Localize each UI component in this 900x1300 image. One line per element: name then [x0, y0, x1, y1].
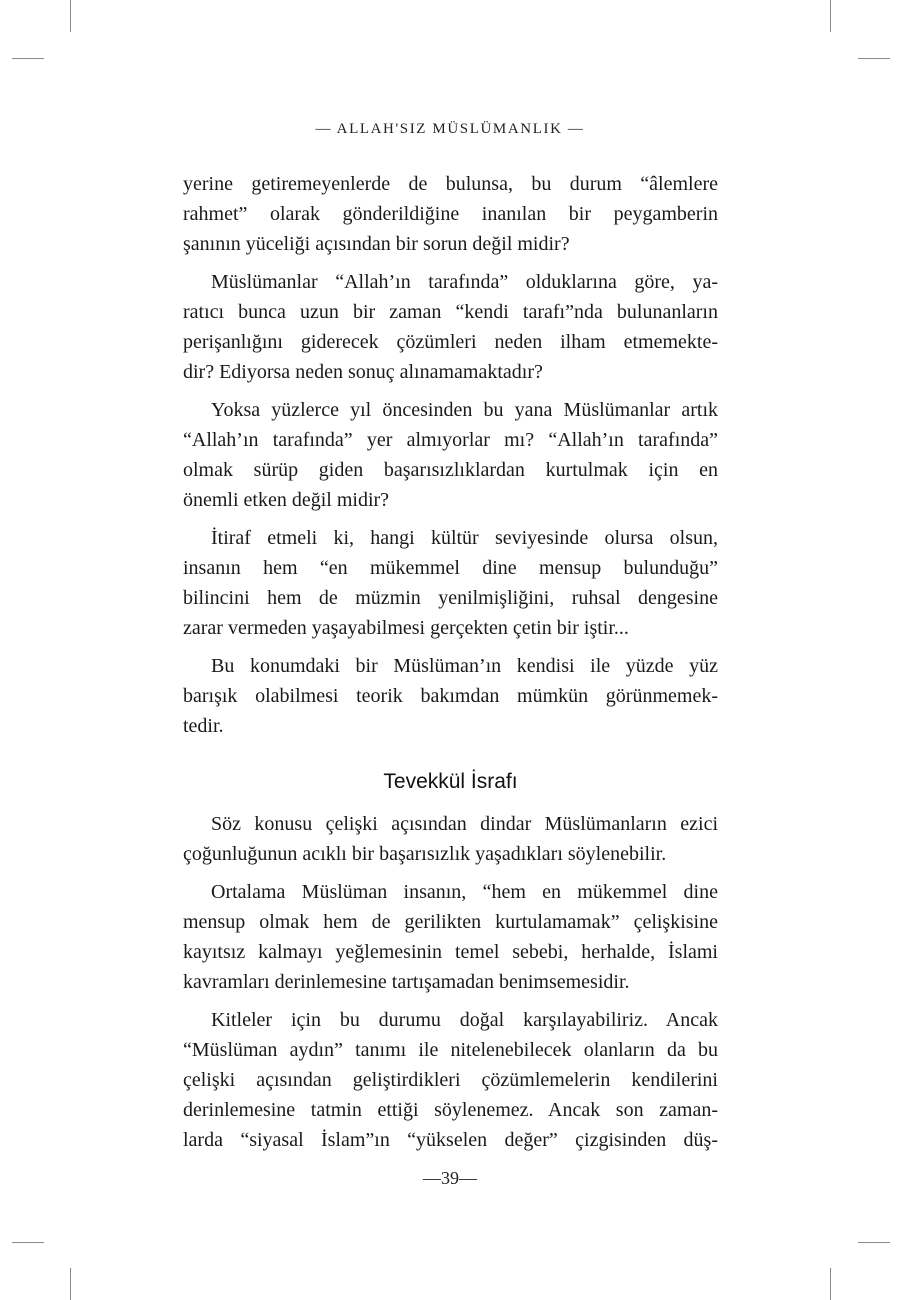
paragraph — [183, 1005, 718, 1155]
text-line: İtiraf etmeli ki, hangi kültür seviyesinde olursa olsun, — [211, 527, 718, 549]
paragraph — [183, 169, 718, 259]
text-line: derinlemesine tatmin ettiği söylenemez. Ancak son zaman- — [183, 1099, 718, 1121]
crop-mark-left-top — [12, 58, 44, 59]
text-line: şanının yüceliği açısından bir sorun değil midir? — [183, 233, 570, 255]
crop-mark-right-top — [858, 58, 890, 59]
text-line: rahmet” olarak gönderildiğine inanılan bir peygamberin — [183, 203, 718, 225]
crop-mark-bottom-right — [830, 1268, 831, 1300]
text-line: çelişki açısından geliştirdikleri çözümlemelerin kendilerini — [183, 1069, 718, 1091]
text-line: Söz konusu çelişki açısından dindar Müslümanların ezici — [211, 813, 718, 835]
paragraph — [183, 651, 718, 741]
text-line: larda “siyasal İslam”ın “yükselen değer” çizgisinden düş- — [183, 1129, 718, 1151]
running-head-dash-left: — — [315, 121, 333, 138]
text-line: Kitleler için bu durumu doğal karşılayabiliriz. Ancak — [211, 1009, 718, 1031]
folio-dash-left: — — [423, 1168, 441, 1188]
text-line: Ortalama Müslüman insanın, “hem en mükemmel dine — [211, 881, 718, 903]
text-line: çoğunluğunun acıklı bir başarısızlık yaşadıkları söylenebilir. — [183, 843, 667, 865]
crop-mark-bottom-left — [70, 1268, 71, 1300]
crop-mark-left-bottom — [12, 1242, 44, 1243]
paragraph — [183, 523, 718, 643]
folio-dash-right: — — [459, 1168, 477, 1188]
text-line: “Müslüman aydın” tanımı ile nitelenebilecek olanların da bu — [183, 1039, 718, 1061]
paragraph — [183, 267, 718, 387]
text-line: mensup olmak hem de gerilikten kurtulamamak” çelişkisine — [183, 911, 718, 933]
paragraph — [183, 395, 718, 515]
text-line: “Allah’ın tarafında” yer almıyorlar mı? “Allah’ın tarafında” — [183, 429, 718, 451]
text-line: tedir. — [183, 715, 224, 737]
section-title: Tevekkül İsrafı — [383, 770, 518, 793]
running-head-dash-right: — — [567, 121, 585, 138]
text-line: ratıcı bunca uzun bir zaman “kendi tarafı”nda bulunanların — [183, 301, 718, 323]
running-head-title: ALLAH'SIZ MÜSLÜMANLIK — [336, 121, 563, 137]
text-line: kavramları derinlemesine tartışamadan benimsemesidir. — [183, 971, 630, 993]
text-line: barışık olabilmesi teorik bakımdan mümkün görünmemek- — [183, 685, 718, 707]
text-line: olmak sürüp giden başarısızlıklardan kurtulmak için en — [183, 459, 718, 481]
crop-mark-top-left — [70, 0, 71, 32]
running-head — [0, 121, 900, 138]
paragraphs-before — [183, 169, 718, 741]
text-line: insanın hem “en mükemmel dine mensup bulunduğu” — [183, 557, 718, 579]
text-line: önemli etken değil midir? — [183, 489, 390, 511]
crop-mark-right-bottom — [858, 1242, 890, 1243]
text-line: bilincini hem de müzmin yenilmişliğini, ruhsal dengesine — [183, 587, 718, 609]
paragraph — [183, 809, 718, 869]
text-line: zarar vermeden yaşayabilmesi gerçekten çetin bir iştir... — [183, 617, 629, 639]
text-line: dir? Ediyorsa neden sonuç alınamamaktadır? — [183, 361, 543, 383]
page-number — [0, 1168, 900, 1189]
paragraphs-after — [183, 809, 718, 1155]
folio-number: 39 — [441, 1168, 459, 1188]
text-line: Bu konumdaki bir Müslüman’ın kendisi ile yüzde yüz — [211, 655, 718, 677]
text-line: Yoksa yüzlerce yıl öncesinden bu yana Müslümanlar artık — [211, 399, 718, 421]
paragraph — [183, 877, 718, 997]
text-line: kayıtsız kalmayı yeğlemesinin temel sebebi, herhalde, İslami — [183, 941, 718, 963]
text-line: perişanlığını giderecek çözümleri neden ilham etmemekte- — [183, 331, 718, 353]
text-line: yerine getiremeyenlerde de bulunsa, bu durum “âlemlere — [183, 173, 718, 195]
body-text — [183, 169, 718, 1163]
text-line: Müslümanlar “Allah’ın tarafında” olduklarına göre, ya- — [211, 271, 718, 293]
crop-mark-top-right — [830, 0, 831, 32]
